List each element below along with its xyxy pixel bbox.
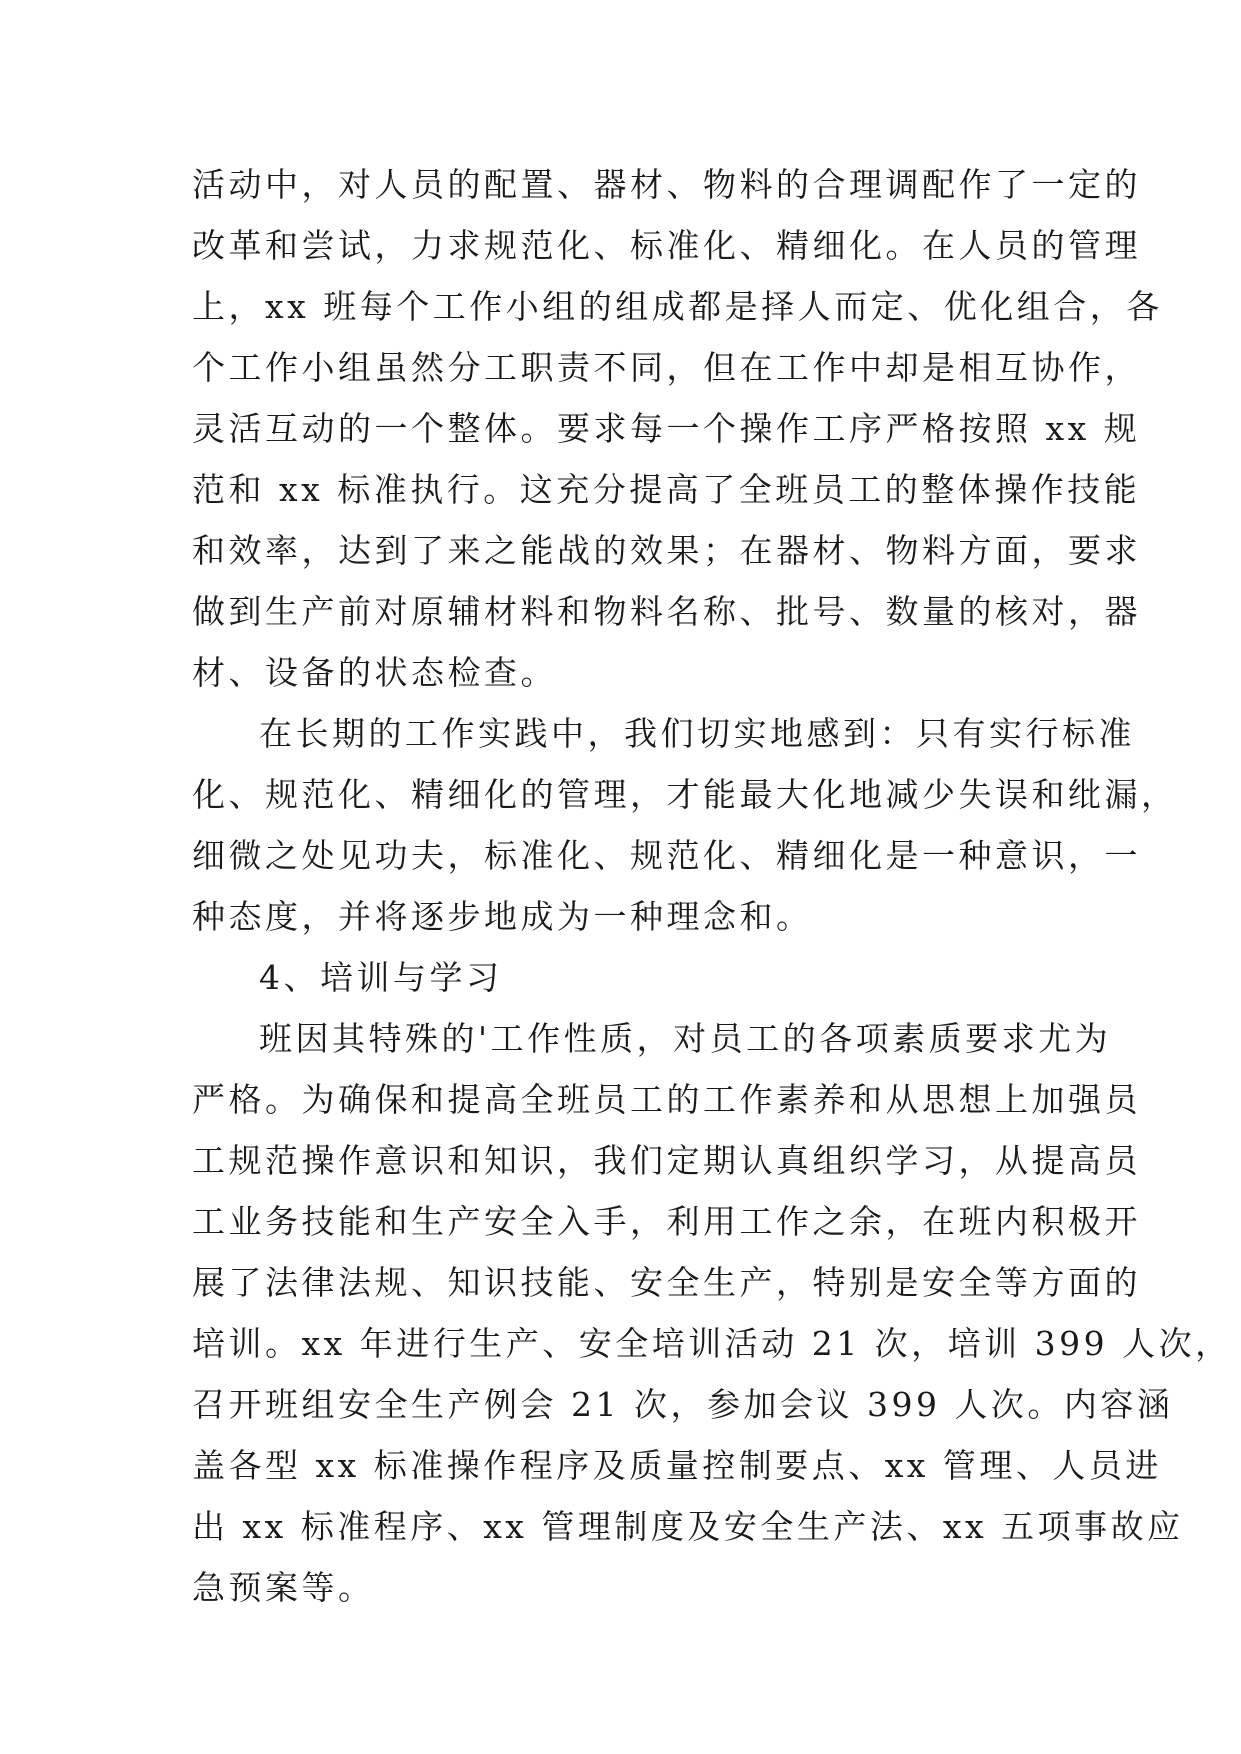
text-line: 改革和尝试，力求规范化、标准化、精细化。在人员的管理 <box>192 226 1141 265</box>
document-body <box>192 154 1232 1618</box>
text-line: 范和 xx 标准执行。这充分提高了全班员工的整体操作技能 <box>192 470 1141 509</box>
text-line: 材、设备的状态检查。 <box>192 653 557 692</box>
text-line: 细微之处见功夫，标准化、规范化、精细化是一种意识，一 <box>192 836 1141 875</box>
text-line: 个工作小组虽然分工职责不同，但在工作中却是相互协作， <box>192 348 1141 387</box>
text-line: 展了法律法规、知识技能、安全生产，特别是安全等方面的 <box>192 1263 1141 1302</box>
text-line: 化、规范化、精细化的管理，才能最大化地减少失误和纰漏， <box>192 775 1178 814</box>
text-line: 急预案等。 <box>192 1568 375 1607</box>
text-line: 工业务技能和生产安全入手，利用工作之余，在班内积极开 <box>192 1202 1141 1241</box>
text-line: 灵活互动的一个整体。要求每一个操作工序严格按照 xx 规 <box>192 409 1141 448</box>
text-line: 和效率，达到了来之能战的效果；在器材、物料方面，要求 <box>192 531 1141 570</box>
text-line: 活动中，对人员的配置、器材、物料的合理调配作了一定的 <box>192 165 1141 204</box>
text-line: 做到生产前对原辅材料和物料名称、批号、数量的核对，器 <box>192 592 1141 631</box>
text-line: 培训。xx 年进行生产、安全培训活动 21 次，培训 399 人次， <box>192 1324 1232 1363</box>
text-line: 严格。为确保和提高全班员工的工作素养和从思想上加强员 <box>192 1080 1141 1119</box>
text-line: 盖各型 xx 标准操作程序及质量控制要点、xx 管理、人员进 <box>192 1446 1162 1485</box>
text-line: 召开班组安全生产例会 21 次，参加会议 399 人次。内容涵 <box>192 1385 1174 1424</box>
text-line: 出 xx 标准程序、xx 管理制度及安全生产法、xx 五项事故应 <box>192 1507 1184 1546</box>
text-line: 种态度，并将逐步地成为一种理念和。 <box>192 897 813 936</box>
paragraph-start-line: 在长期的工作实践中，我们切实地感到：只有实行标准 <box>259 714 1135 753</box>
text-line: 工规范操作意识和知识，我们定期认真组织学习，从提高员 <box>192 1141 1141 1180</box>
paragraph-start-line: 班因其特殊的'工作性质，对员工的各项素质要求尤为 <box>259 1019 1112 1058</box>
section-heading: 4、培训与学习 <box>259 958 503 997</box>
text-line: 上，xx 班每个工作小组的组成都是择人而定、优化组合，各 <box>192 287 1163 326</box>
